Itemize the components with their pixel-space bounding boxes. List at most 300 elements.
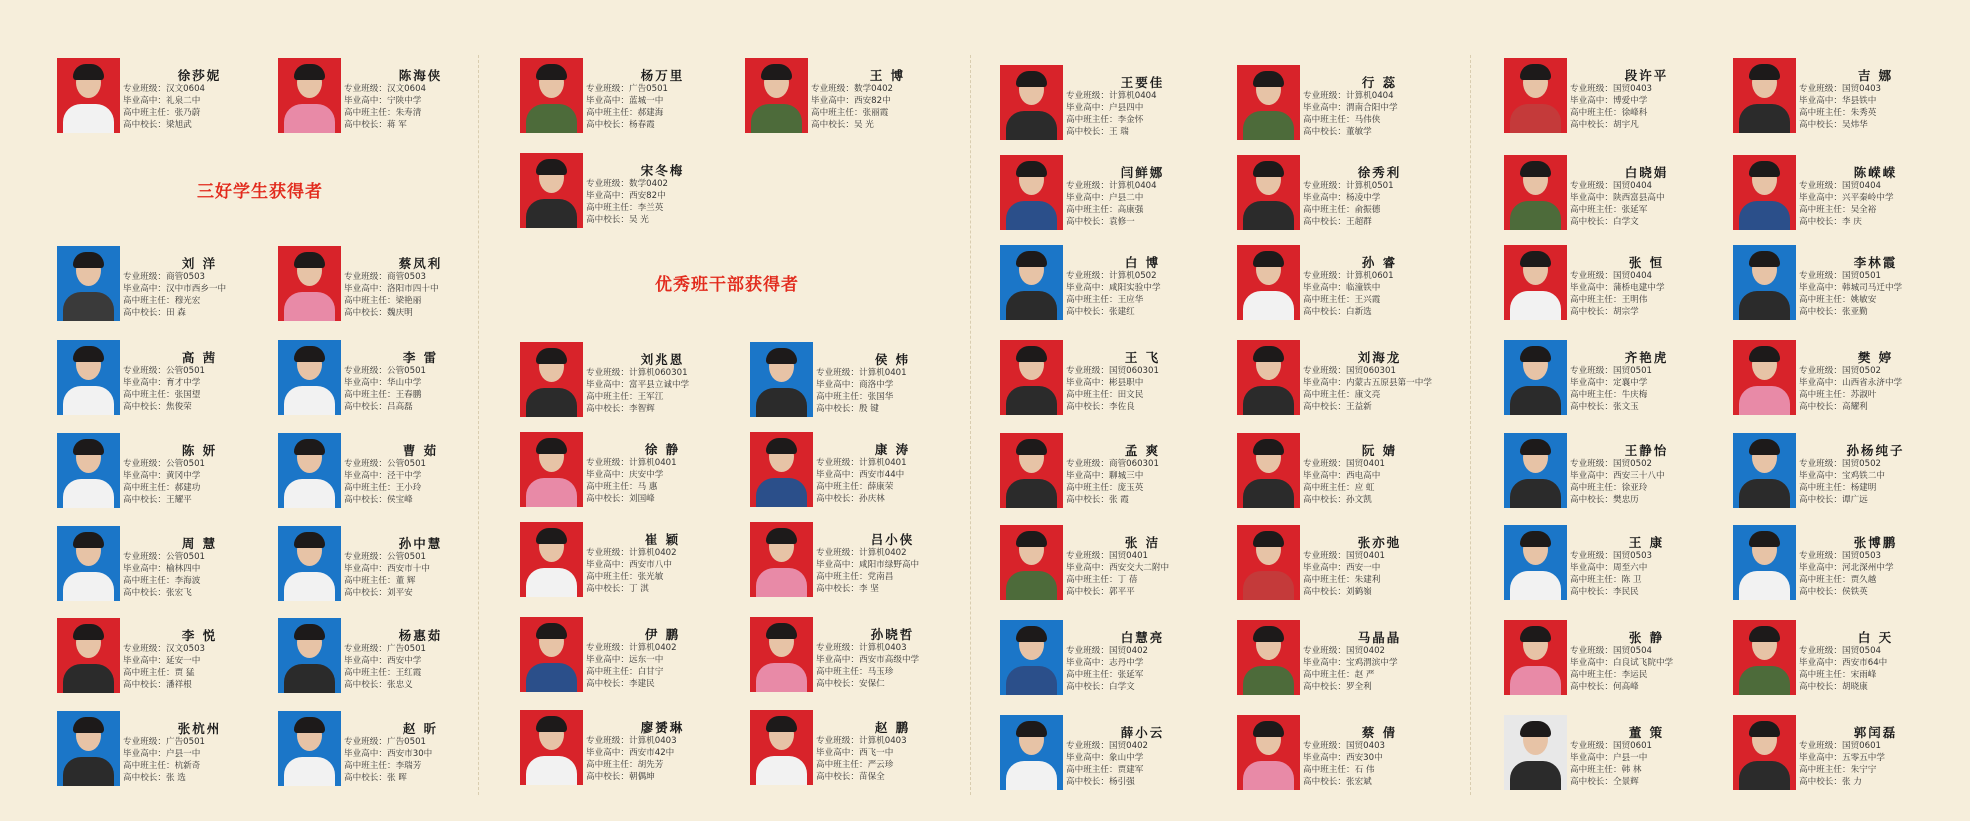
student-name: 杨万里 (640, 68, 685, 83)
student-photo (278, 526, 341, 601)
student-name: 宋冬梅 (640, 163, 685, 178)
student-info-line: 毕业高中：富平县立诚中学 (586, 380, 690, 390)
student-info-line: 专业班级：公管0501 (344, 366, 427, 376)
student-card (57, 246, 287, 326)
student-info (344, 365, 510, 413)
student-info-line: 高中班主任：应 虹 (1303, 483, 1375, 493)
student-name: 蔡 倩 (1361, 725, 1398, 740)
student-info-line: 高中校长：李建民 (586, 679, 655, 689)
student-photo (278, 618, 341, 693)
student-info (123, 736, 289, 784)
student-info-line: 专业班级：计算机0403 (816, 643, 907, 653)
student-name: 李 雷 (402, 350, 439, 365)
student-info-line: 专业班级：汉文0604 (344, 84, 427, 94)
student-info-line: 毕业高中：韩城司马迁中学 (1799, 283, 1903, 293)
student-info-line: 高中校长：王耀平 (123, 495, 192, 505)
student-info-line: 毕业高中：咸阳实验中学 (1066, 283, 1161, 293)
student-info-line: 高中校长：焦俊荣 (123, 402, 192, 412)
student-card (520, 153, 750, 233)
student-info-line: 高中班主任：张光敏 (586, 572, 664, 582)
student-info-line: 高中班主任：李兰英 (586, 203, 664, 213)
student-info-line: 毕业高中：西安82中 (586, 191, 666, 201)
student-info-line: 高中班主任：贾久越 (1799, 575, 1877, 585)
student-photo (1237, 65, 1300, 140)
student-info-line: 高中校长：胡晓康 (1799, 682, 1868, 692)
student-info (816, 367, 982, 415)
student-card (278, 340, 508, 420)
student-photo (57, 526, 120, 601)
student-info (1303, 180, 1469, 228)
student-info-line: 高中校长：李 坚 (816, 584, 879, 594)
student-info-line: 毕业高中：内蒙古五原县第一中学 (1303, 378, 1432, 388)
student-info-line: 高中班主任：王应华 (1066, 295, 1144, 305)
student-info-line: 高中班主任：张国华 (816, 392, 894, 402)
student-info-line: 专业班级：国贸0502 (1799, 366, 1882, 376)
student-name: 吕小侠 (870, 532, 915, 547)
student-card (1000, 340, 1230, 420)
student-card (520, 522, 750, 602)
student-info-line: 高中班主任：陈 卫 (1570, 575, 1642, 585)
student-info-line: 专业班级：广告0501 (586, 84, 669, 94)
student-name: 刘 洋 (181, 256, 218, 271)
student-info-line: 高中校长：吴 光 (811, 120, 874, 130)
student-photo (57, 711, 120, 786)
student-name: 李林霞 (1853, 255, 1898, 270)
student-info-line: 高中班主任：牛庆梅 (1570, 390, 1648, 400)
student-info-line: 专业班级：计算机0601 (1303, 271, 1394, 281)
student-photo (1000, 340, 1063, 415)
student-info-line: 毕业高中：黄冈中学 (123, 471, 201, 481)
student-photo (1733, 433, 1796, 508)
student-info (1799, 645, 1965, 693)
student-info-line: 毕业高中：西安三十八中 (1570, 471, 1665, 481)
student-card (1733, 340, 1963, 420)
student-info-line: 高中校长：张 选 (123, 773, 186, 783)
student-info-line: 高中校长：朝偶坤 (586, 772, 655, 782)
student-info-line: 专业班级：国贸0404 (1570, 271, 1653, 281)
student-info-line: 高中校长：孙文凯 (1303, 495, 1372, 505)
student-info-line: 高中校长：王 瑞 (1066, 127, 1129, 137)
student-name: 王 博 (869, 68, 906, 83)
student-photo (1733, 620, 1796, 695)
student-photo (1733, 340, 1796, 415)
student-photo (1504, 620, 1567, 695)
student-info-line: 高中班主任：徐亚玲 (1570, 483, 1648, 493)
student-info-line: 高中班主任：王春鹏 (344, 390, 422, 400)
student-photo (1000, 715, 1063, 790)
student-info-line: 毕业高中：宝鸡渭滨中学 (1303, 658, 1398, 668)
student-card (57, 433, 287, 513)
student-info (1570, 645, 1736, 693)
student-card (1504, 620, 1734, 700)
student-info-line: 专业班级：国贸0401 (1303, 459, 1386, 469)
student-info-line: 毕业高中：博爱中学 (1570, 96, 1648, 106)
student-info (586, 178, 752, 226)
student-name: 张亦弛 (1357, 535, 1402, 550)
student-info (344, 271, 510, 319)
student-card (1733, 433, 1963, 513)
student-photo (750, 342, 813, 417)
student-photo (1733, 525, 1796, 600)
student-info-line: 毕业高中：渭南合阳中学 (1303, 103, 1398, 113)
student-photo (520, 153, 583, 228)
student-name: 周 慧 (181, 536, 218, 551)
student-name: 陈 妍 (181, 443, 218, 458)
student-name: 王要佳 (1120, 75, 1165, 90)
student-info-line: 专业班级：广告0501 (344, 644, 427, 654)
student-info-line: 专业班级：计算机0402 (816, 548, 907, 558)
student-card (520, 342, 750, 422)
student-card (1000, 715, 1230, 795)
student-info (1066, 365, 1232, 413)
student-info (1799, 270, 1965, 318)
student-info-line: 毕业高中：定襄中学 (1570, 378, 1648, 388)
student-info-line: 专业班级：计算机0402 (586, 643, 677, 653)
student-info-line: 高中校长：蒋 军 (344, 120, 407, 130)
student-card (750, 342, 980, 422)
student-info-line: 专业班级：计算机0501 (1303, 181, 1394, 191)
student-photo (1504, 58, 1567, 133)
student-info-line: 毕业高中：泾干中学 (344, 471, 422, 481)
student-info-line: 毕业高中：汉中市西乡一中 (123, 284, 227, 294)
student-card (1000, 525, 1230, 605)
student-photo (750, 710, 813, 785)
student-info-line: 高中校长：侯宝峰 (344, 495, 413, 505)
student-info-line: 专业班级：国贸0402 (1066, 741, 1149, 751)
student-info-line: 高中校长：殷 键 (816, 404, 879, 414)
student-info-line: 专业班级：广告0501 (344, 737, 427, 747)
student-card (278, 618, 508, 698)
student-info-line: 高中班主任：苏淑叶 (1799, 390, 1877, 400)
student-photo (1000, 155, 1063, 230)
student-name: 张杭州 (177, 721, 222, 736)
student-photo (1237, 245, 1300, 320)
student-info (1799, 83, 1965, 131)
student-info-line: 高中班主任：李瑞芳 (344, 761, 422, 771)
student-name: 阮 婧 (1361, 443, 1398, 458)
student-info-line: 高中校长：高耀利 (1799, 402, 1868, 412)
student-photo (1504, 155, 1567, 230)
student-info-line: 高中校长：李民民 (1570, 587, 1639, 597)
student-info (586, 457, 752, 505)
student-info-line: 高中校长：胡宇凡 (1570, 120, 1639, 130)
student-info-line: 高中校长：张忠义 (344, 680, 413, 690)
student-info (1570, 83, 1736, 131)
student-info (1303, 90, 1469, 138)
student-info-line: 毕业高中：西安市八中 (586, 560, 672, 570)
student-info (344, 551, 510, 599)
student-info-line: 毕业高中：华县铁中 (1799, 96, 1877, 106)
student-info-line: 专业班级：计算机0404 (1066, 91, 1157, 101)
student-info-line: 高中校长：张亚勤 (1799, 307, 1868, 317)
student-info-line: 高中班主任：李运民 (1570, 670, 1648, 680)
student-info-line: 毕业高中：礼泉二中 (123, 96, 201, 106)
student-card (750, 617, 980, 697)
student-name: 王静怡 (1624, 443, 1669, 458)
student-card (278, 711, 508, 791)
student-name: 白晓娟 (1624, 165, 1669, 180)
student-info-line: 高中校长：张宏斌 (1303, 777, 1372, 787)
student-info-line: 高中班主任：王小玲 (344, 483, 422, 493)
student-info-line: 高中班主任：朱寿清 (344, 108, 422, 118)
student-card (750, 432, 980, 512)
student-info-line: 毕业高中：蓝城一中 (586, 96, 664, 106)
student-name: 侯 炜 (874, 352, 911, 367)
student-info-line: 毕业高中：西安市十中 (344, 564, 430, 574)
student-name: 崔 颖 (644, 532, 681, 547)
student-name: 廖赟琳 (640, 720, 685, 735)
student-photo (1237, 620, 1300, 695)
student-info-line: 毕业高中：西安市30中 (344, 749, 433, 759)
student-card (278, 246, 508, 326)
student-info-line: 毕业高中：临潼铁中 (1303, 283, 1381, 293)
student-info-line: 专业班级：国贸0403 (1570, 84, 1653, 94)
student-card (1733, 620, 1963, 700)
student-info-line: 专业班级：汉文0503 (123, 644, 206, 654)
student-info-line: 毕业高中：西安市44中 (816, 470, 905, 480)
student-name: 吉 娜 (1857, 68, 1894, 83)
student-info-line: 高中班主任：郝建海 (586, 108, 664, 118)
student-info-line: 专业班级：国贸0504 (1799, 646, 1882, 656)
student-photo (750, 617, 813, 692)
student-card (57, 711, 287, 791)
student-info-line: 高中班主任：杨建明 (1799, 483, 1877, 493)
student-name: 徐莎妮 (177, 68, 222, 83)
student-info-line: 高中班主任：吴全裕 (1799, 205, 1877, 215)
student-info (1066, 180, 1232, 228)
student-info-line: 专业班级：国贸0403 (1799, 84, 1882, 94)
student-name: 刘兆恩 (640, 352, 685, 367)
student-card (57, 526, 287, 606)
student-photo (1733, 245, 1796, 320)
student-name: 张 洁 (1124, 535, 1161, 550)
student-info-line: 高中校长：樊忠历 (1570, 495, 1639, 505)
student-info-line: 高中校长：刘鹤嶺 (1303, 587, 1372, 597)
student-name: 马晶晶 (1357, 630, 1402, 645)
student-info-line: 高中校长：白学文 (1570, 217, 1639, 227)
student-card (1733, 245, 1963, 325)
student-card (520, 432, 750, 512)
student-card (520, 58, 750, 138)
student-info-line: 高中校长：张建红 (1066, 307, 1135, 317)
student-info-line: 高中校长：丁 淇 (586, 584, 649, 594)
student-info (586, 83, 752, 131)
student-photo (1237, 525, 1300, 600)
student-info-line: 高中班主任：党南昌 (816, 572, 894, 582)
student-photo (278, 433, 341, 508)
student-info-line: 高中校长：张文玉 (1570, 402, 1639, 412)
student-photo (278, 246, 341, 321)
student-info-line: 高中班主任：庞玉英 (1066, 483, 1144, 493)
student-card (57, 340, 287, 420)
student-info-line: 高中校长：罗全利 (1303, 682, 1372, 692)
student-card (1000, 65, 1230, 145)
student-info-line: 高中校长：胡宗学 (1570, 307, 1639, 317)
student-card (750, 710, 980, 790)
student-info-line: 高中校长：魏庆明 (344, 308, 413, 318)
student-info-line: 毕业高中：洛阳市四十中 (344, 284, 439, 294)
student-name: 曹 茹 (402, 443, 439, 458)
student-info-line: 专业班级：计算机060301 (586, 368, 688, 378)
student-info-line: 高中班主任：贾建军 (1066, 765, 1144, 775)
student-photo (1733, 58, 1796, 133)
student-info (586, 367, 752, 415)
student-info-line: 专业班级：国贸0601 (1799, 741, 1882, 751)
student-info-line: 高中班主任：高康强 (1066, 205, 1144, 215)
student-name: 康 涛 (874, 442, 911, 457)
student-info-line: 高中班主任：张丽霞 (811, 108, 889, 118)
student-info-line: 毕业高中：户县四中 (1066, 103, 1144, 113)
student-photo (1000, 433, 1063, 508)
student-info-line: 高中班主任：俞振德 (1303, 205, 1381, 215)
student-info (1799, 365, 1965, 413)
student-info-line: 毕业高中：延安一中 (123, 656, 201, 666)
student-info (344, 458, 510, 506)
student-info (123, 458, 289, 506)
student-info-line: 毕业高中：户县二中 (1066, 193, 1144, 203)
student-info (1799, 740, 1965, 788)
student-info (1799, 550, 1965, 598)
student-info-line: 毕业高中：陕西富县高中 (1570, 193, 1665, 203)
student-card (1000, 433, 1230, 513)
student-name: 孟 爽 (1124, 443, 1161, 458)
student-info-line: 高中班主任：张乃蔚 (123, 108, 201, 118)
student-info-line: 高中校长：谭广远 (1799, 495, 1868, 505)
student-photo (1504, 715, 1567, 790)
section-title-sanhao: 三好学生获得者 (197, 182, 323, 202)
student-name: 孙晓哲 (870, 627, 915, 642)
student-card (57, 618, 287, 698)
student-photo (1733, 155, 1796, 230)
student-info-line: 专业班级：国贸0402 (1303, 646, 1386, 656)
student-photo (1504, 245, 1567, 320)
student-photo (750, 432, 813, 507)
student-card (278, 526, 508, 606)
student-name: 薛小云 (1120, 725, 1165, 740)
student-info-line: 高中校长：仝景辉 (1570, 777, 1639, 787)
student-card (1000, 155, 1230, 235)
student-info (123, 551, 289, 599)
student-card (1237, 620, 1467, 700)
student-photo (520, 522, 583, 597)
student-name: 齐艳虎 (1624, 350, 1669, 365)
student-photo (57, 618, 120, 693)
student-info-line: 毕业高中：西电高中 (1303, 471, 1381, 481)
student-info-line: 毕业高中：白良试飞院中学 (1570, 658, 1674, 668)
student-info-line: 高中班主任：杭新奇 (123, 761, 201, 771)
student-name: 徐 静 (644, 442, 681, 457)
student-info (1570, 740, 1736, 788)
student-info-line: 专业班级：数学0402 (811, 84, 894, 94)
student-info-line: 毕业高中：西安市高级中学 (816, 655, 920, 665)
student-info-line: 毕业高中：兴平秦岭中学 (1799, 193, 1894, 203)
student-info-line: 高中班主任：赵 严 (1303, 670, 1375, 680)
student-name: 徐秀利 (1357, 165, 1402, 180)
student-info-line: 高中班主任：韩 林 (1570, 765, 1642, 775)
student-name: 白 天 (1857, 630, 1894, 645)
student-card (1504, 340, 1734, 420)
student-info-line: 毕业高中：西安交大二附中 (1066, 563, 1170, 573)
student-info-line: 高中班主任：石 伟 (1303, 765, 1375, 775)
student-info-line: 高中校长：安保仁 (816, 679, 885, 689)
student-info-line: 专业班级：广告0501 (123, 737, 206, 747)
student-name: 王 康 (1628, 535, 1665, 550)
student-info-line: 专业班级：商管0503 (344, 272, 427, 282)
student-info-line: 高中班主任：张延军 (1570, 205, 1648, 215)
student-info-line: 高中班主任：贾 猛 (123, 668, 195, 678)
student-name: 白 博 (1124, 255, 1161, 270)
student-info (586, 642, 752, 690)
student-info-line: 毕业高中：庆安中学 (586, 470, 664, 480)
student-info-line: 专业班级：计算机0401 (586, 458, 677, 468)
student-info-line: 高中班主任：王明伟 (1570, 295, 1648, 305)
student-info (1066, 458, 1232, 506)
student-name: 陈海侠 (398, 68, 443, 83)
student-info-line: 专业班级：国贸0404 (1570, 181, 1653, 191)
student-info-line: 高中校长：梁旭武 (123, 120, 192, 130)
student-info (1066, 270, 1232, 318)
student-info (1066, 550, 1232, 598)
student-photo (1504, 340, 1567, 415)
student-info-line: 高中校长：白学文 (1066, 682, 1135, 692)
student-info-line: 专业班级：国贸0601 (1570, 741, 1653, 751)
student-photo (57, 340, 120, 415)
student-card (1504, 433, 1734, 513)
student-info (1066, 645, 1232, 693)
student-photo (1733, 715, 1796, 790)
student-info-line: 专业班级：计算机0404 (1303, 91, 1394, 101)
student-info-line: 毕业高中：蒲桥电建中学 (1570, 283, 1665, 293)
student-photo (520, 617, 583, 692)
student-info-line: 高中校长：苗保全 (816, 772, 885, 782)
student-info (1799, 180, 1965, 228)
student-info-line: 专业班级：计算机0502 (1066, 271, 1157, 281)
student-photo (1000, 525, 1063, 600)
student-card (1237, 245, 1467, 325)
student-info (344, 83, 510, 131)
student-info-line: 高中校长：吴 光 (586, 215, 649, 225)
student-info-line: 专业班级：国贸0503 (1799, 551, 1882, 561)
student-info (1303, 458, 1469, 506)
student-info-line: 专业班级：商管060301 (1066, 459, 1159, 469)
student-info-line: 高中校长：董敏学 (1303, 127, 1372, 137)
student-name: 高 茜 (181, 350, 218, 365)
student-name: 伊 鹏 (644, 627, 681, 642)
student-info-line: 高中校长：李佐良 (1066, 402, 1135, 412)
student-info-line: 专业班级：国贸0403 (1303, 741, 1386, 751)
student-info-line: 毕业高中：西安82中 (811, 96, 891, 106)
student-photo (520, 342, 583, 417)
student-photo (520, 432, 583, 507)
student-card (1733, 155, 1963, 235)
student-info-line: 高中班主任：张延军 (1066, 670, 1144, 680)
student-info-line: 高中班主任：白甘宁 (586, 667, 664, 677)
student-info (1066, 90, 1232, 138)
student-photo (520, 58, 583, 133)
student-info-line: 高中校长：潘祥根 (123, 680, 192, 690)
student-info-line: 高中校长：袁修一 (1066, 217, 1135, 227)
student-info-line: 毕业高中：山西省永济中学 (1799, 378, 1903, 388)
student-info (1303, 550, 1469, 598)
student-info-line: 高中班主任：徐峰科 (1570, 108, 1648, 118)
student-info-line: 毕业高中：五零五中学 (1799, 753, 1885, 763)
student-info-line: 专业班级：国贸0502 (1570, 459, 1653, 469)
student-info-line: 高中班主任：郝建功 (123, 483, 201, 493)
student-info-line: 专业班级：公管0501 (123, 552, 206, 562)
student-info-line: 毕业高中：西安30中 (1303, 753, 1383, 763)
student-info-line: 毕业高中：户县一中 (123, 749, 201, 759)
student-info-line: 专业班级：国贸060301 (1066, 366, 1159, 376)
